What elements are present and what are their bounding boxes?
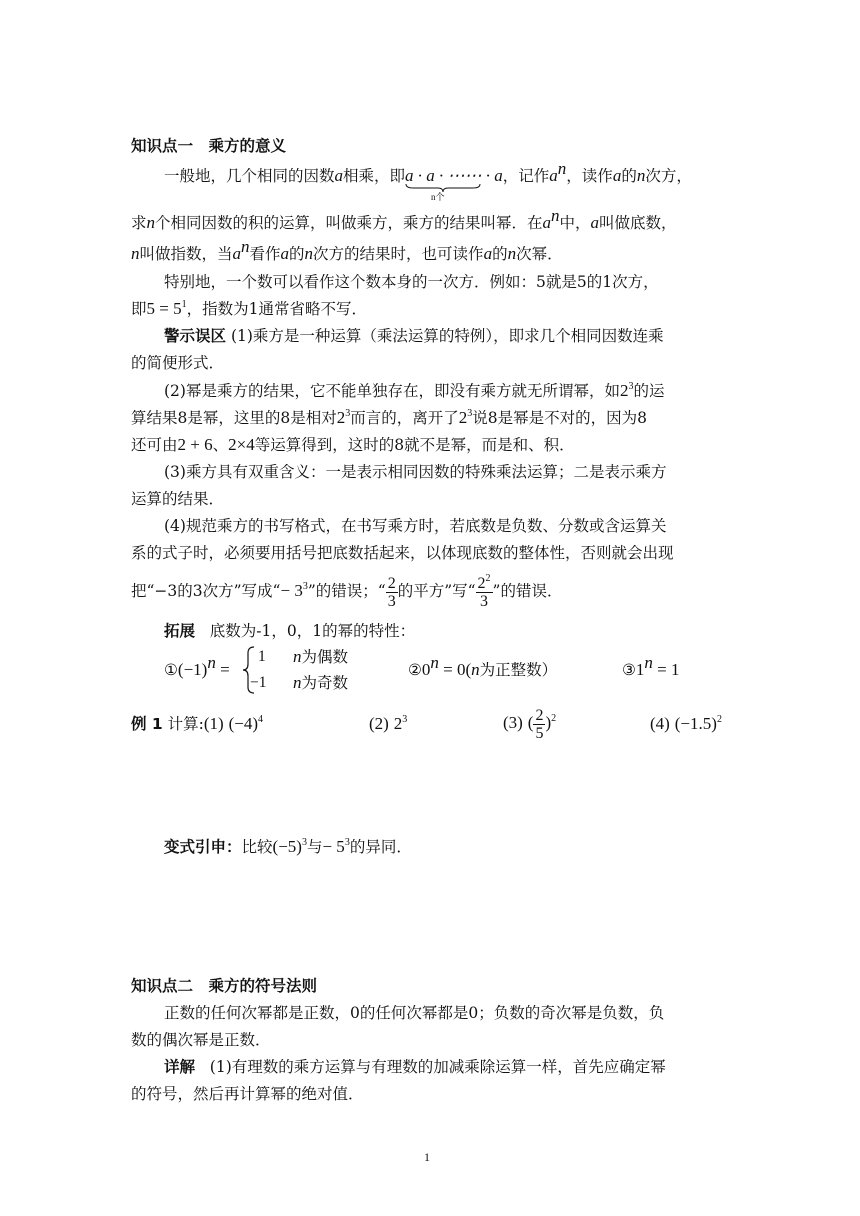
paragraph-line: 把“−3的3次方”写成“− $3^3$”的错误；“ $\frac{2}{3}$ 的平方”写“ $\frac{2^2}{3}$ ”的错误． <box>131 572 563 610</box>
variant-question: 变式引申：比较$(-5)^3$与− $5^3$的异同． <box>164 837 412 856</box>
fraction-two-squared-over-three: $\frac{2^2}{3}$ <box>477 572 491 610</box>
example-1-item-2: (2) $2^3$ <box>369 714 408 733</box>
section-heading-2: 知识点二 乘方的符号法则 <box>131 977 318 995</box>
case-row-2: −1 <box>250 674 267 691</box>
case-2: $②0^n = 0(n$为正整数） <box>408 653 558 679</box>
extension-label: 拓展 <box>164 622 196 640</box>
paragraph-line: 拓展 底数为-1，0，1的幂的特性： <box>164 622 416 640</box>
paragraph-line: 特别地，一个数可以看作这个数本身的一次方．例如：5就是5的1次方， <box>164 273 659 291</box>
case-row-2-cond: n为奇数 <box>293 673 349 692</box>
paragraph-line: 警示误区 (1)乘方是一种运算（乘法运算的特例），即求几个相同因数连乘 <box>164 327 664 345</box>
paragraph-line: (4)规范乘方的书写格式，在书写乘方时，若底数是负数、分数或含运算关 <box>164 517 667 535</box>
paragraph-line: (3)乘方具有双重含义：一是表示相同因数的特殊乘法运算；二是表示乘方 <box>164 463 667 481</box>
example-1-item-4: (4) $(-1.5)^2$ <box>650 714 722 733</box>
paragraph-line: 系的式子时，必须要用括号把底数括起来，以体现底数的整体性，否则就会出现 <box>131 544 674 562</box>
case-3: $③1^n = 1$ <box>622 653 680 679</box>
case-row-1: 1 <box>258 648 266 665</box>
paragraph-line: 详解 (1)有理数的乘方运算与有理数的加减乘除运算一样，首先应确定幂 <box>164 1058 666 1076</box>
section-heading-1: 知识点一 乘方的意义 <box>131 137 287 155</box>
paragraph-line: 数的偶次幂是正数． <box>131 1031 271 1049</box>
case-row-1-cond: n为偶数 <box>293 647 349 666</box>
case-1: $①(-1)^n$ = <box>164 653 230 679</box>
paragraph-line: n叫做指数，当$a^n$看作a的n次方的结果时，也可读作a的n次幂． <box>131 237 563 263</box>
paragraph-line: 的简便形式． <box>131 354 225 372</box>
fraction-two-thirds: $\frac{2}{3}$ <box>387 574 396 610</box>
warning-label: 警示误区 <box>164 327 227 345</box>
paragraph-line: 运算的结果． <box>131 490 225 508</box>
paragraph-line: 一般地，几个相同的因数a相乘，即a · a · ⋯⋯ · a n个 ，记作$a^n$，读作a的n次方， <box>164 159 692 202</box>
paragraph-line: 算结果8是幂，这里的8是相对$2^3$而言的，离开了$2^3$说8是幂是不对的，因为8 <box>131 408 647 427</box>
page-number: 1 <box>424 1150 430 1164</box>
example-1: 例 1 计算:(1) $(-4)^4$ <box>131 714 264 733</box>
paragraph-line: (2)幂是乘方的结果，它不能单独存在，即没有乘方就无所谓幂，如$2^3$的运 <box>164 381 665 400</box>
paragraph-line: 求n个相同因数的积的运算，叫做乘方，乘方的结果叫幂．在$a^n$中，a叫做底数， <box>131 206 677 232</box>
paragraph-line: 正数的任何次幂都是正数，0的任何次幂都是0；负数的奇次幂是负数，负 <box>164 1004 665 1022</box>
paragraph-line: 即$5 = 5^1$，指数为1通常省略不写． <box>131 299 367 318</box>
example-1-item-3: (3) ( $\frac{2}{5}$ )$^2$ <box>503 706 557 742</box>
underbrace-product: a · a · ⋯⋯ · a n个 <box>405 166 503 202</box>
detail-label: 详解 <box>164 1058 196 1076</box>
paragraph-line: 的符号，然后再计算幂的绝对值． <box>131 1085 364 1103</box>
paragraph-line: 还可由2 + 6、2×4等运算得到，这时的8就不是幂，而是和、积． <box>131 435 575 454</box>
